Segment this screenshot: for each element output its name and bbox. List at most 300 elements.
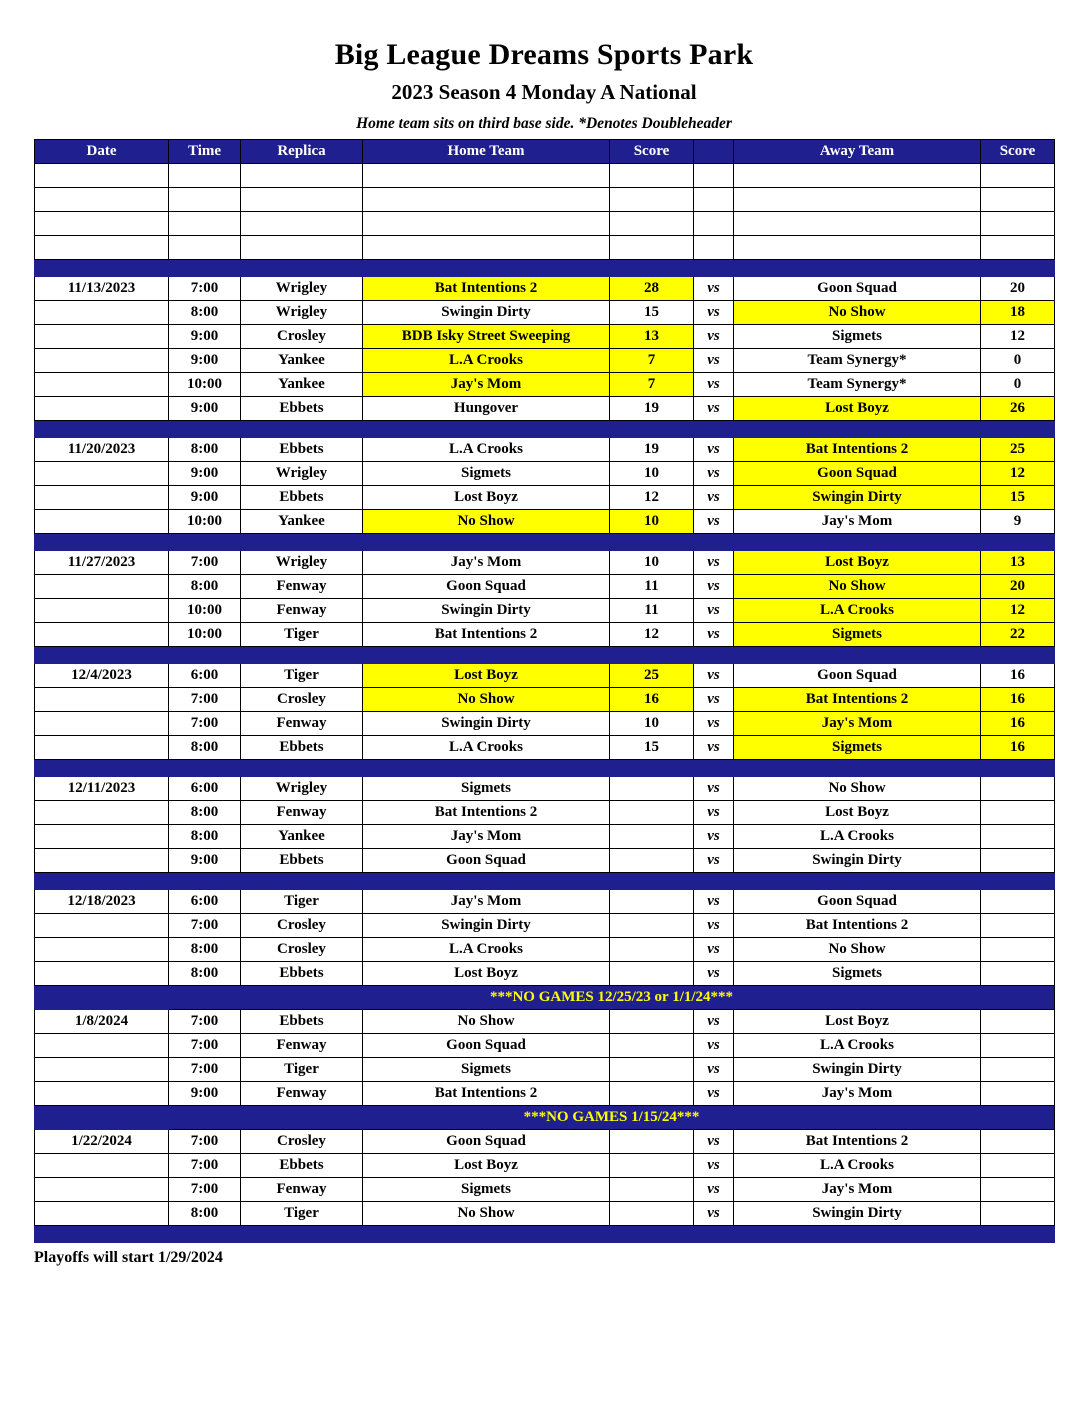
game-time: 8:00 (169, 825, 241, 849)
home-team-name: Sigmets (363, 1178, 610, 1202)
vs-label: vs (694, 1202, 734, 1226)
away-team-score: 15 (981, 486, 1055, 510)
game-time: 8:00 (169, 1202, 241, 1226)
game-replica-field: Fenway (241, 599, 363, 623)
game-date (35, 849, 169, 873)
game-date: 1/8/2024 (35, 1010, 169, 1034)
game-date (35, 486, 169, 510)
away-team-name: L.A Crooks (734, 1034, 981, 1058)
vs-label: vs (694, 777, 734, 801)
game-replica-field: Tiger (241, 664, 363, 688)
away-team-name: Lost Boyz (734, 551, 981, 575)
game-time: 7:00 (169, 914, 241, 938)
game-date (35, 301, 169, 325)
game-replica-field: Fenway (241, 575, 363, 599)
game-date (35, 510, 169, 534)
vs-label: vs (694, 962, 734, 986)
away-team-score (981, 1154, 1055, 1178)
game-time: 8:00 (169, 575, 241, 599)
home-team-score (610, 938, 694, 962)
home-team-name: Jay's Mom (363, 373, 610, 397)
game-replica-field: Ebbets (241, 1154, 363, 1178)
home-team-score: 15 (610, 301, 694, 325)
page-subtitle: 2023 Season 4 Monday A National (391, 80, 697, 104)
blank-cell (610, 164, 694, 188)
game-date (35, 825, 169, 849)
banner-date-cell (35, 986, 169, 1010)
game-date (35, 1178, 169, 1202)
game-replica-field: Ebbets (241, 849, 363, 873)
home-team-score: 25 (610, 664, 694, 688)
column-header-home-score: Score (610, 140, 694, 164)
away-team-name: Jay's Mom (734, 1178, 981, 1202)
away-team-score: 13 (981, 551, 1055, 575)
away-team-score: 0 (981, 349, 1055, 373)
game-replica-field: Wrigley (241, 277, 363, 301)
game-time: 8:00 (169, 736, 241, 760)
away-team-score: 0 (981, 373, 1055, 397)
game-row (35, 1130, 1055, 1154)
away-team-name: Jay's Mom (734, 712, 981, 736)
vs-label: vs (694, 1058, 734, 1082)
home-team-name: No Show (363, 510, 610, 534)
no-games-banner-row (35, 1106, 1055, 1130)
game-replica-field: Yankee (241, 373, 363, 397)
blank-cell (241, 212, 363, 236)
game-date: 12/11/2023 (35, 777, 169, 801)
home-team-score (610, 962, 694, 986)
game-row (35, 1034, 1055, 1058)
week-separator-cell (35, 760, 1055, 777)
column-header-away-score: Score (981, 140, 1055, 164)
blank-cell (610, 236, 694, 260)
away-team-score (981, 1082, 1055, 1106)
vs-label: vs (694, 1082, 734, 1106)
week-separator-row (35, 647, 1055, 664)
game-date (35, 349, 169, 373)
away-team-score: 18 (981, 301, 1055, 325)
blank-cell (734, 212, 981, 236)
away-team-score (981, 849, 1055, 873)
game-row (35, 688, 1055, 712)
game-replica-field: Ebbets (241, 438, 363, 462)
game-time: 9:00 (169, 397, 241, 421)
away-team-score (981, 1178, 1055, 1202)
game-time: 8:00 (169, 301, 241, 325)
away-team-score: 12 (981, 462, 1055, 486)
blank-cell (694, 212, 734, 236)
game-row (35, 325, 1055, 349)
game-time: 9:00 (169, 1082, 241, 1106)
game-time: 7:00 (169, 1010, 241, 1034)
away-team-score: 16 (981, 712, 1055, 736)
vs-label: vs (694, 1010, 734, 1034)
game-date (35, 623, 169, 647)
home-team-name: Goon Squad (363, 575, 610, 599)
vs-label: vs (694, 623, 734, 647)
away-team-name: Swingin Dirty (734, 1202, 981, 1226)
home-team-name: L.A Crooks (363, 938, 610, 962)
game-time: 6:00 (169, 664, 241, 688)
away-team-score (981, 777, 1055, 801)
game-date (35, 397, 169, 421)
away-team-score: 9 (981, 510, 1055, 534)
away-team-score: 25 (981, 438, 1055, 462)
home-team-score (610, 1130, 694, 1154)
no-games-banner-row (35, 986, 1055, 1010)
game-row (35, 623, 1055, 647)
home-team-name: Jay's Mom (363, 825, 610, 849)
home-team-score: 16 (610, 688, 694, 712)
blank-cell (363, 212, 610, 236)
home-team-name: No Show (363, 1202, 610, 1226)
vs-label: vs (694, 736, 734, 760)
home-team-name: No Show (363, 688, 610, 712)
home-team-score (610, 1178, 694, 1202)
away-team-score: 20 (981, 575, 1055, 599)
game-date (35, 599, 169, 623)
banner-date-cell (35, 1106, 169, 1130)
home-team-score: 19 (610, 397, 694, 421)
home-team-score (610, 1154, 694, 1178)
game-replica-field: Crosley (241, 1130, 363, 1154)
week-separator-cell (35, 873, 1055, 890)
game-date (35, 1082, 169, 1106)
game-date (35, 1034, 169, 1058)
home-team-name: BDB Isky Street Sweeping (363, 325, 610, 349)
vs-label: vs (694, 801, 734, 825)
column-header-vs (694, 140, 734, 164)
vs-label: vs (694, 462, 734, 486)
game-replica-field: Ebbets (241, 962, 363, 986)
week-separator-cell (35, 421, 1055, 438)
away-team-name: Sigmets (734, 736, 981, 760)
home-team-name: L.A Crooks (363, 736, 610, 760)
away-team-name: Bat Intentions 2 (734, 688, 981, 712)
vs-label: vs (694, 1154, 734, 1178)
home-team-score: 10 (610, 462, 694, 486)
game-row (35, 777, 1055, 801)
home-team-name: Lost Boyz (363, 1154, 610, 1178)
blank-cell (169, 188, 241, 212)
home-team-score: 12 (610, 486, 694, 510)
vs-label: vs (694, 510, 734, 534)
game-date (35, 938, 169, 962)
away-team-score: 12 (981, 599, 1055, 623)
away-team-name: Goon Squad (734, 664, 981, 688)
home-team-score: 11 (610, 575, 694, 599)
home-team-name: Lost Boyz (363, 664, 610, 688)
home-team-name: L.A Crooks (363, 438, 610, 462)
vs-label: vs (694, 373, 734, 397)
home-team-score: 28 (610, 277, 694, 301)
game-time: 7:00 (169, 551, 241, 575)
home-team-score (610, 777, 694, 801)
game-replica-field: Wrigley (241, 462, 363, 486)
game-replica-field: Tiger (241, 623, 363, 647)
column-header-date: Date (35, 140, 169, 164)
home-team-score: 10 (610, 551, 694, 575)
away-team-name: Jay's Mom (734, 510, 981, 534)
game-replica-field: Tiger (241, 1202, 363, 1226)
away-team-score (981, 962, 1055, 986)
game-time: 6:00 (169, 890, 241, 914)
blank-cell (363, 164, 610, 188)
game-row (35, 349, 1055, 373)
vs-label: vs (694, 849, 734, 873)
blank-cell (35, 188, 169, 212)
game-date (35, 1058, 169, 1082)
home-team-name: Swingin Dirty (363, 914, 610, 938)
game-row (35, 1058, 1055, 1082)
home-team-name: Goon Squad (363, 1034, 610, 1058)
game-time: 8:00 (169, 438, 241, 462)
away-team-name: Bat Intentions 2 (734, 914, 981, 938)
vs-label: vs (694, 486, 734, 510)
game-time: 10:00 (169, 599, 241, 623)
game-row (35, 438, 1055, 462)
week-separator-cell (35, 647, 1055, 664)
game-row (35, 575, 1055, 599)
game-row (35, 1082, 1055, 1106)
game-date (35, 688, 169, 712)
game-date: 12/4/2023 (35, 664, 169, 688)
game-time: 8:00 (169, 801, 241, 825)
away-team-score: 16 (981, 664, 1055, 688)
away-team-name: Jay's Mom (734, 1082, 981, 1106)
blank-cell (610, 212, 694, 236)
game-date (35, 462, 169, 486)
vs-label: vs (694, 1178, 734, 1202)
blank-row (35, 236, 1055, 260)
away-team-name: Goon Squad (734, 890, 981, 914)
home-team-name: Sigmets (363, 462, 610, 486)
game-time: 9:00 (169, 849, 241, 873)
game-replica-field: Wrigley (241, 551, 363, 575)
away-team-score (981, 890, 1055, 914)
game-replica-field: Yankee (241, 510, 363, 534)
blank-cell (241, 236, 363, 260)
game-time: 7:00 (169, 712, 241, 736)
blank-cell (981, 236, 1055, 260)
away-team-name: Bat Intentions 2 (734, 438, 981, 462)
game-time: 7:00 (169, 1058, 241, 1082)
game-time: 6:00 (169, 777, 241, 801)
game-date: 1/22/2024 (35, 1130, 169, 1154)
game-replica-field: Tiger (241, 1058, 363, 1082)
blank-row (35, 212, 1055, 236)
column-header-time: Time (169, 140, 241, 164)
home-team-score: 15 (610, 736, 694, 760)
home-team-name: Hungover (363, 397, 610, 421)
away-team-name: No Show (734, 575, 981, 599)
column-header-replica: Replica (241, 140, 363, 164)
home-team-score: 11 (610, 599, 694, 623)
away-team-score: 22 (981, 623, 1055, 647)
blank-cell (734, 164, 981, 188)
blank-cell (363, 188, 610, 212)
home-team-score (610, 1058, 694, 1082)
game-replica-field: Fenway (241, 1034, 363, 1058)
column-header-home-team: Home Team (363, 140, 610, 164)
vs-label: vs (694, 438, 734, 462)
game-replica-field: Ebbets (241, 397, 363, 421)
blank-cell (981, 164, 1055, 188)
game-time: 9:00 (169, 325, 241, 349)
game-replica-field: Ebbets (241, 1010, 363, 1034)
game-replica-field: Fenway (241, 712, 363, 736)
away-team-name: Sigmets (734, 962, 981, 986)
home-team-score (610, 890, 694, 914)
week-separator-row (35, 260, 1055, 277)
no-games-banner: ***NO GAMES 12/25/23 or 1/1/24*** (169, 986, 1055, 1010)
game-replica-field: Fenway (241, 801, 363, 825)
home-team-score (610, 914, 694, 938)
vs-label: vs (694, 397, 734, 421)
game-date (35, 1202, 169, 1226)
vs-label: vs (694, 712, 734, 736)
away-team-score (981, 825, 1055, 849)
game-replica-field: Fenway (241, 1082, 363, 1106)
game-replica-field: Tiger (241, 890, 363, 914)
game-row (35, 712, 1055, 736)
week-separator-cell (35, 534, 1055, 551)
vs-label: vs (694, 1034, 734, 1058)
blank-row (35, 188, 1055, 212)
home-team-name: Jay's Mom (363, 890, 610, 914)
blank-row (35, 164, 1055, 188)
home-team-score (610, 1034, 694, 1058)
away-team-name: Goon Squad (734, 277, 981, 301)
game-time: 10:00 (169, 623, 241, 647)
home-team-score: 7 (610, 373, 694, 397)
vs-label: vs (694, 325, 734, 349)
game-time: 7:00 (169, 277, 241, 301)
home-team-score: 12 (610, 623, 694, 647)
week-separator-row (35, 421, 1055, 438)
home-team-score (610, 849, 694, 873)
game-date (35, 575, 169, 599)
game-replica-field: Crosley (241, 914, 363, 938)
game-replica-field: Wrigley (241, 777, 363, 801)
game-date (35, 373, 169, 397)
away-team-score (981, 914, 1055, 938)
home-team-name: Goon Squad (363, 849, 610, 873)
home-team-score: 10 (610, 712, 694, 736)
away-team-name: Team Synergy* (734, 373, 981, 397)
away-team-score (981, 1130, 1055, 1154)
away-team-name: Swingin Dirty (734, 486, 981, 510)
game-row (35, 1010, 1055, 1034)
game-date (35, 736, 169, 760)
game-time: 10:00 (169, 510, 241, 534)
home-team-name: Sigmets (363, 777, 610, 801)
home-team-name: No Show (363, 1010, 610, 1034)
vs-label: vs (694, 664, 734, 688)
vs-label: vs (694, 599, 734, 623)
game-date (35, 712, 169, 736)
week-separator-row (35, 760, 1055, 777)
blank-cell (35, 236, 169, 260)
away-team-score: 16 (981, 688, 1055, 712)
blank-cell (694, 236, 734, 260)
game-time: 9:00 (169, 462, 241, 486)
away-team-score: 20 (981, 277, 1055, 301)
week-separator-row (35, 1226, 1055, 1243)
home-team-name: Bat Intentions 2 (363, 623, 610, 647)
blank-cell (169, 212, 241, 236)
home-team-name: Bat Intentions 2 (363, 1082, 610, 1106)
blank-cell (241, 164, 363, 188)
away-team-name: Goon Squad (734, 462, 981, 486)
game-date (35, 1154, 169, 1178)
playoffs-note: Playoffs will start 1/29/2024 (34, 1249, 223, 1266)
home-team-score (610, 1010, 694, 1034)
game-row (35, 301, 1055, 325)
away-team-score: 16 (981, 736, 1055, 760)
game-replica-field: Ebbets (241, 736, 363, 760)
home-team-score (610, 1082, 694, 1106)
vs-label: vs (694, 551, 734, 575)
game-time: 10:00 (169, 373, 241, 397)
table-body (35, 164, 1055, 1243)
game-time: 9:00 (169, 349, 241, 373)
game-replica-field: Crosley (241, 688, 363, 712)
away-team-name: Bat Intentions 2 (734, 1130, 981, 1154)
blank-cell (694, 188, 734, 212)
home-team-score: 10 (610, 510, 694, 534)
game-date (35, 325, 169, 349)
vs-label: vs (694, 938, 734, 962)
away-team-name: Swingin Dirty (734, 1058, 981, 1082)
away-team-name: Sigmets (734, 325, 981, 349)
vs-label: vs (694, 1130, 734, 1154)
blank-cell (363, 236, 610, 260)
game-replica-field: Yankee (241, 825, 363, 849)
game-date: 11/27/2023 (35, 551, 169, 575)
game-date: 11/13/2023 (35, 277, 169, 301)
game-row (35, 277, 1055, 301)
game-row (35, 599, 1055, 623)
game-row (35, 1178, 1055, 1202)
blank-cell (35, 212, 169, 236)
home-team-name: L.A Crooks (363, 349, 610, 373)
game-replica-field: Fenway (241, 1178, 363, 1202)
away-team-name: No Show (734, 777, 981, 801)
home-team-name: Jay's Mom (363, 551, 610, 575)
home-team-name: Sigmets (363, 1058, 610, 1082)
game-time: 8:00 (169, 938, 241, 962)
away-team-name: Lost Boyz (734, 1010, 981, 1034)
column-header-away-team: Away Team (734, 140, 981, 164)
away-team-name: L.A Crooks (734, 599, 981, 623)
game-time: 7:00 (169, 1034, 241, 1058)
blank-cell (169, 164, 241, 188)
vs-label: vs (694, 301, 734, 325)
away-team-name: No Show (734, 938, 981, 962)
game-replica-field: Crosley (241, 325, 363, 349)
vs-label: vs (694, 688, 734, 712)
blank-cell (610, 188, 694, 212)
game-date (35, 801, 169, 825)
away-team-name: Swingin Dirty (734, 849, 981, 873)
vs-label: vs (694, 890, 734, 914)
game-row (35, 914, 1055, 938)
game-row (35, 1154, 1055, 1178)
blank-cell (169, 236, 241, 260)
away-team-score (981, 801, 1055, 825)
game-time: 8:00 (169, 962, 241, 986)
